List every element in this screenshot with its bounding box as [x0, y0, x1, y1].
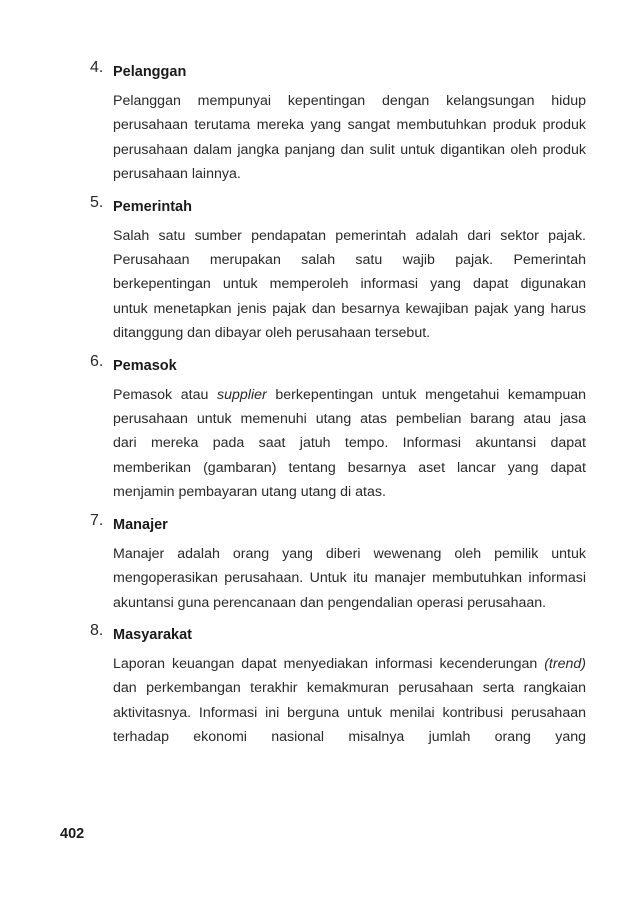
paragraph-line: terhadap ekonomi nasional misalnya jumlah orang yang	[113, 729, 586, 746]
italic-term: supplier	[217, 386, 267, 403]
item-paragraph	[113, 89, 586, 187]
paragraph-line: mengoperasikan perusahaan. Untuk itu manajer membutuhkan informasi	[113, 570, 586, 587]
item-number: 8.	[90, 621, 104, 639]
list-item-manajer	[0, 512, 638, 615]
line-text: Pemasok atau	[113, 386, 218, 403]
paragraph-line: Pelanggan mempunyai kepentingan dengan kelangsungan hidup	[113, 93, 586, 109]
item-number: 7.	[90, 511, 104, 529]
line-text: Laporan keuangan dapat menyediakan informasi kecenderungan	[113, 655, 545, 672]
paragraph-line: dan perkembangan terakhir kemakmuran perusahaan serta rangkaian	[113, 680, 586, 697]
item-paragraph	[113, 383, 586, 505]
paragraph-line: dari mereka pada saat jatuh tempo. Informasi akuntansi dapat	[113, 435, 586, 452]
paragraph-line: perusahaan untuk memenuhi utang atas pembelian barang atau jasa	[113, 411, 586, 428]
item-title: Pemasok	[113, 357, 177, 374]
list-item-pemasok	[0, 353, 638, 505]
list-item-pemerintah	[0, 194, 638, 346]
paragraph-line: menjamin pembayaran utang utang di atas.	[113, 484, 386, 501]
item-title: Pelanggan	[113, 64, 187, 80]
item-number: 6.	[90, 352, 104, 370]
paragraph-line	[113, 652, 586, 676]
paragraph-line: memberikan (gambaran) tentang besarnya aset lancar yang dapat	[113, 459, 586, 476]
paragraph-line	[113, 383, 586, 407]
paragraph-line: akuntansi guna perencanaan dan pengendalian operasi perusahaan.	[113, 594, 547, 611]
item-title: Manajer	[113, 516, 168, 533]
line-text: berkepentingan untuk mengetahui kemampuan	[266, 386, 586, 403]
paragraph-line: perusahaan terutama mereka yang sangat membutuhkan produk produk	[113, 117, 586, 134]
page-number: 402	[60, 826, 85, 842]
paragraph-line: perusahaan lainnya.	[113, 166, 241, 183]
paragraph-line: untuk menetapkan jenis pajak dan besarnya kewajiban pajak yang harus	[113, 300, 586, 317]
item-paragraph	[113, 652, 586, 750]
paragraph-line: Salah satu sumber pendapatan pemerintah adalah dari sektor pajak.	[113, 227, 586, 244]
item-number: 5.	[90, 193, 104, 211]
item-number: 4.	[90, 59, 104, 76]
item-title: Pemerintah	[113, 198, 192, 215]
paragraph-line: Manajer adalah orang yang diberi wewenang oleh pemilik untuk	[113, 545, 586, 562]
paragraph-line: Perusahaan merupakan salah satu wajib pajak. Pemerintah	[113, 252, 586, 269]
item-paragraph	[113, 224, 586, 346]
list-item-masyarakat	[0, 622, 638, 750]
italic-term: (trend)	[544, 655, 586, 672]
paragraph-line: perusahaan dalam jangka panjang dan sulit untuk digantikan oleh produk	[113, 141, 586, 158]
item-paragraph	[113, 542, 586, 615]
paragraph-line: ditanggung dan dibayar oleh perusahaan tersebut.	[113, 325, 431, 342]
page-content	[0, 59, 638, 757]
paragraph-line: aktivitasnya. Informasi ini berguna untuk menilai kontribusi perusahaan	[113, 704, 586, 721]
list-item-pelanggan	[0, 59, 638, 187]
item-title: Masyarakat	[113, 626, 192, 643]
paragraph-line: berkepentingan untuk memperoleh informasi yang dapat digunakan	[113, 276, 586, 293]
